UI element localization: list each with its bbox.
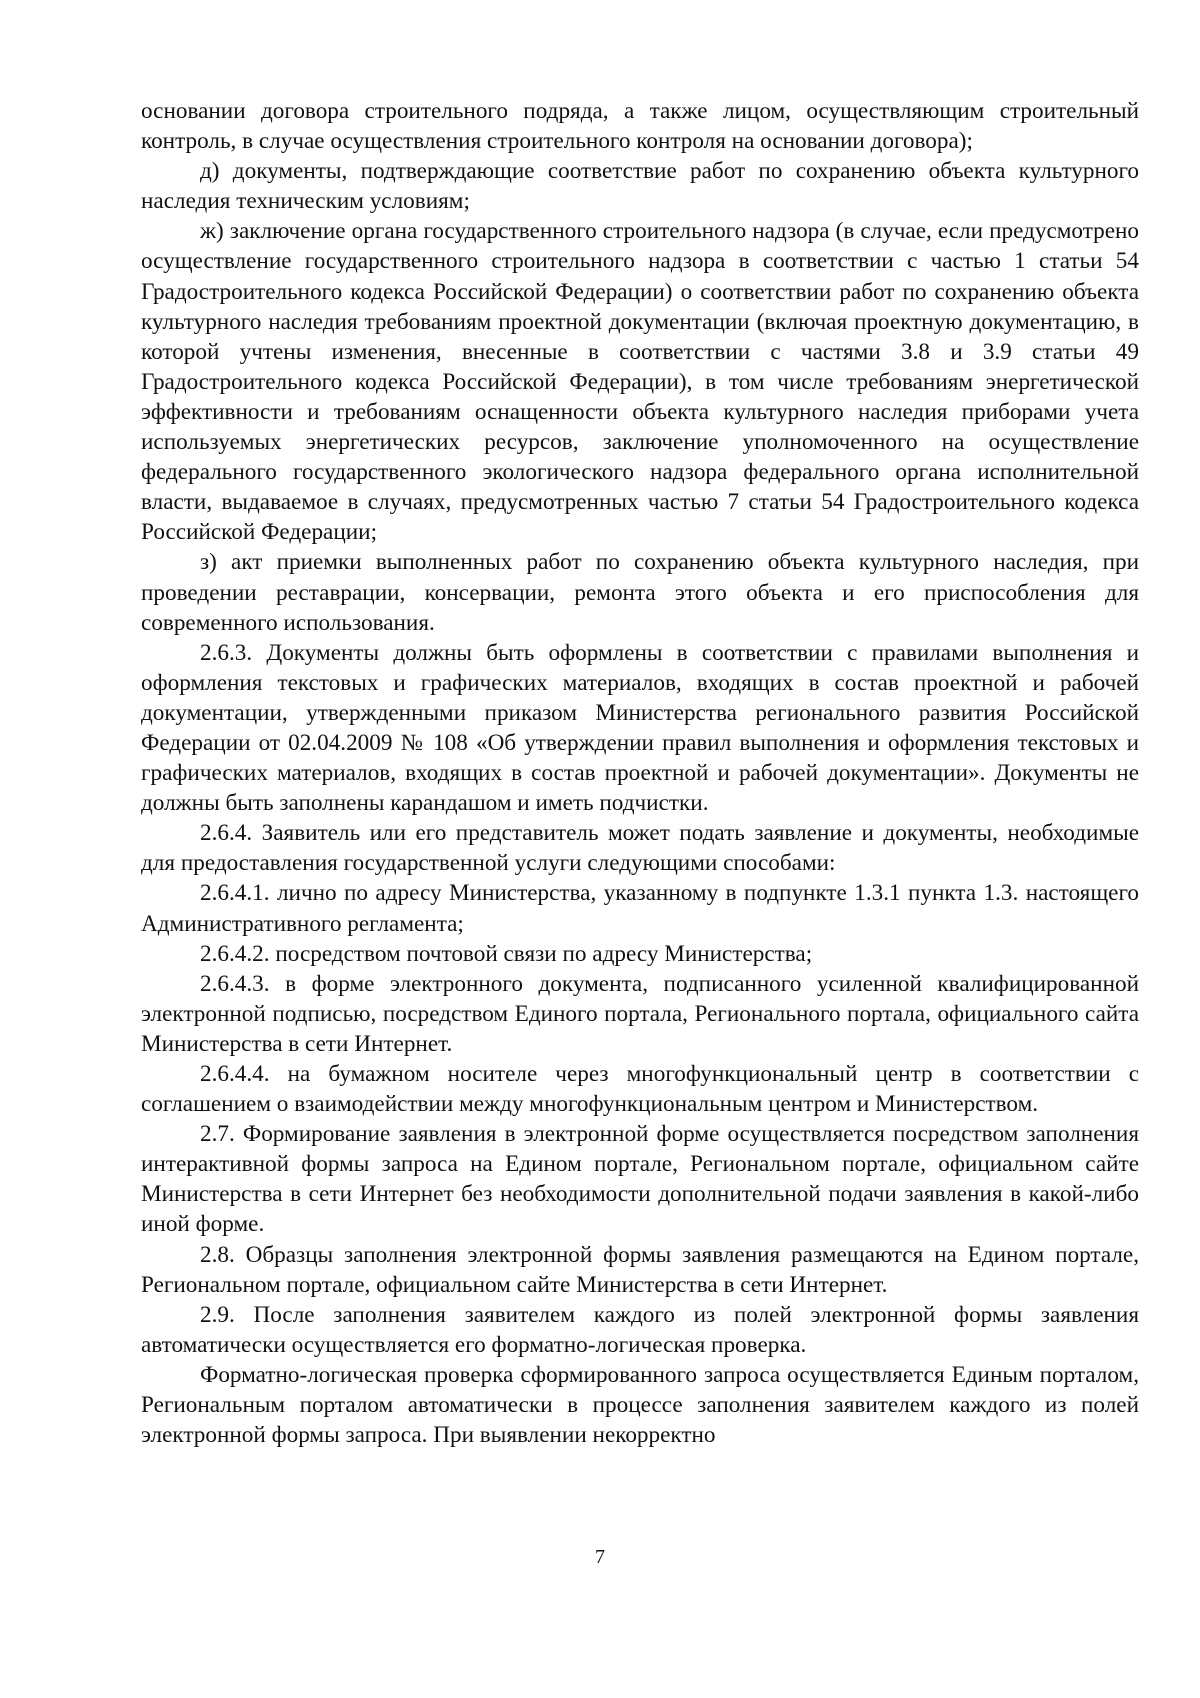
paragraph-2-6-4-1: 2.6.4.1. лично по адресу Министерства, указанному в подпункте 1.3.1 пункта 1.3. настоящего Административного регламента; <box>141 880 1139 937</box>
page-number: 7 <box>595 1546 605 1568</box>
paragraph-2-6-3: 2.6.3. Документы должны быть оформлены в соответствии с правилами выполнения и оформления текстовых и графических материалов, входящих в состав проектной и рабочей документации, утвержденными приказом Министерства регионального развития Российской Федерации от 02.04.2009 № 108 «Об утверждении правил выполнения и оформления текстовых и графических материалов, входящих в состав проектной и рабочей документации». Документы не должны быть заполнены карандашом и иметь подчистки. <box>141 639 1139 817</box>
paragraph-format-check: Форматно-логическая проверка сформированного запроса осуществляется Единым порталом, Региональным порталом автоматически в процессе заполнения заявителем каждого из полей электронной формы запроса. При выявлении некорректно <box>141 1361 1139 1449</box>
paragraph-2-9: 2.9. После заполнения заявителем каждого из полей электронной формы заявления автоматически осуществляется его форматно-логическая проверка. <box>141 1301 1139 1358</box>
paragraph-2-6-4: 2.6.4. Заявитель или его представитель может подать заявление и документы, необходимые для предоставления государственной услуги следующими способами: <box>141 820 1139 877</box>
paragraph-2-7: 2.7. Формирование заявления в электронной форме осуществляется посредством заполнения интерактивной формы запроса на Едином портале, Региональном портале, официальном сайте Министерства в сети Интернет без необходимости дополнительной подачи заявления в какой-либо иной форме. <box>141 1121 1139 1238</box>
document-body <box>141 96 1139 1450</box>
paragraph-2-6-4-3: 2.6.4.3. в форме электронного документа, подписанного усиленной квалифицированной электронной подписью, посредством Единого портала, Регионального портала, официального сайта Министерства в сети Интернет. <box>141 970 1139 1057</box>
paragraph-2-6-4-4: 2.6.4.4. на бумажном носителе через многофункциональный центр в соответствии с соглашением о взаимодействии между многофункциональным центром и Министерством. <box>141 1061 1139 1118</box>
paragraph-contract-basis: основании договора строительного подряда, а также лицом, осуществляющим строительный контроль, в случае осуществления строительного контроля на основании договора); <box>141 98 1139 155</box>
paragraph-item-d: д) документы, подтверждающие соответствие работ по сохранению объекта культурного наследия техническим условиям; <box>141 158 1139 215</box>
paragraph-item-zh: ж) заключение органа государственного строительного надзора (в случае, если предусмотрено осуществление государственного строительного надзора в соответствии с частью 1 статьи 54 Градостроительного кодекса Российской Федерации) о соответствии работ по сохранению объекта культурного наследия требованиям проектной документации (включая проектную документацию, в которой учтены изменения, внесенные в соответствии с частями 3.8 и 3.9 статьи 49 Градостроительного кодекса Российской Федерации), в том числе требованиям энергетической эффективности и требованиям оснащенности объекта культурного наследия приборами учета используемых энергетических ресурсов, заключение уполномоченного на осуществление федерального государственного экологического надзора федерального органа исполнительной власти, выдаваемое в случаях, предусмотренных частью 7 статьи 54 Градостроительного кодекса Российской Федерации; <box>141 218 1139 546</box>
paragraph-2-8: 2.8. Образцы заполнения электронной формы заявления размещаются на Едином портале, Региональном портале, официальном сайте Министерства в сети Интернет. <box>141 1241 1139 1298</box>
paragraph-2-6-4-2: 2.6.4.2. посредством почтовой связи по адресу Министерства; <box>200 940 813 967</box>
paragraph-item-z: з) акт приемки выполненных работ по сохранению объекта культурного наследия, при проведении реставрации, консервации, ремонта этого объекта и его приспособления для современного использования. <box>141 549 1139 636</box>
